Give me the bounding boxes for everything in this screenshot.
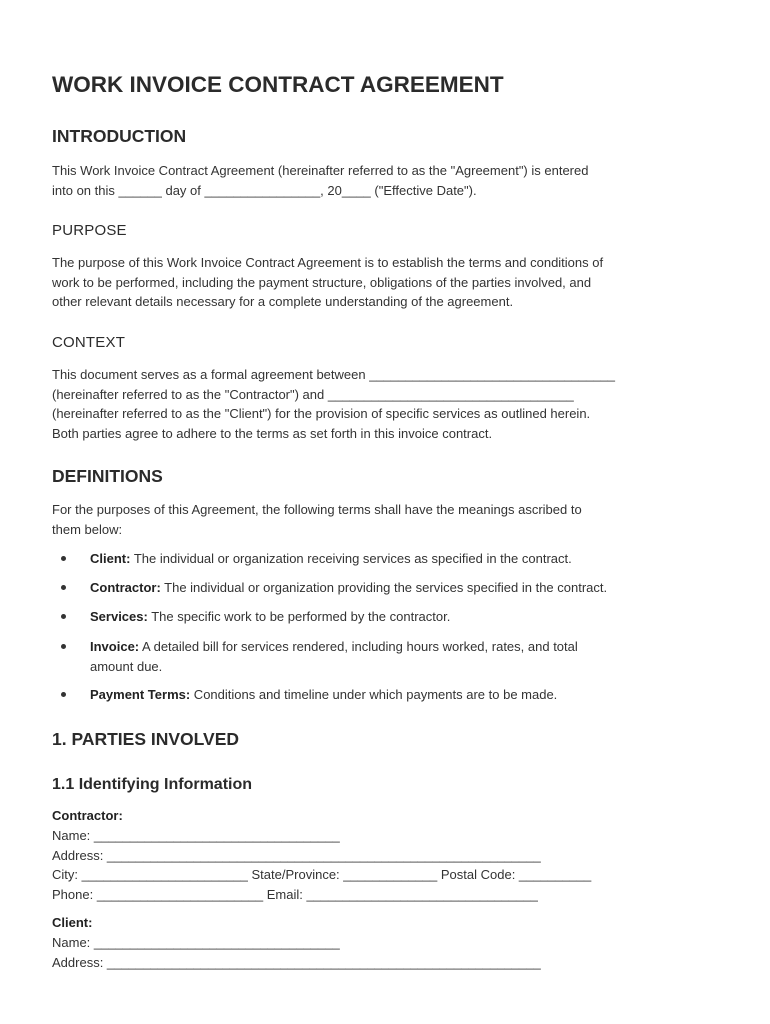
definitions-list — [52, 549, 732, 709]
definition-term: Contractor: — [90, 580, 161, 595]
definitions-heading: DEFINITIONS — [52, 466, 163, 486]
bullet-icon — [61, 692, 66, 697]
definition-term: Client: — [90, 551, 131, 566]
contractor-name-field[interactable]: Name: __________________________________ — [52, 828, 340, 843]
definitions-intro — [52, 500, 582, 539]
purpose-line: The purpose of this Work Invoice Contract Agreement is to establish the terms and conditions of — [52, 255, 604, 270]
definition-text: Conditions and timeline under which payments are to be made. — [190, 687, 558, 702]
definition-term: Services: — [90, 609, 148, 624]
contractor-city-field[interactable]: City: _______________________ State/Province: _____________ Postal Code: __________ — [52, 867, 592, 883]
client-address-field[interactable]: Address: ____________________________________________________________ — [52, 954, 541, 970]
contractor-address-field[interactable]: Address: ____________________________________________________________ — [52, 847, 541, 863]
context-line: (hereinafter referred to as the "Client") for the provision of specific services as outlined herein. — [52, 406, 591, 422]
definition-text: A detailed bill for services rendered, including hours worked, rates, and total — [139, 639, 578, 654]
definitions-intro-line: them below: — [52, 521, 123, 537]
context-line: (hereinafter referred to as the "Contractor") and __________________________________ — [52, 386, 574, 402]
definition-text-continued: amount due. — [90, 658, 163, 674]
definition-term: Payment Terms: — [90, 687, 191, 702]
bullet-icon — [61, 614, 66, 619]
context-line: This document serves as a formal agreement between __________________________________ — [52, 367, 616, 382]
introduction-line: into on this ______ day of ________________, 20____ ("Effective Date"). — [52, 182, 477, 198]
purpose-line: work to be performed, including the payment structure, obligations of the parties involved, and — [52, 274, 592, 290]
client-fields — [52, 933, 541, 972]
contractor-fields — [52, 826, 591, 904]
client-name-field[interactable]: Name: __________________________________ — [52, 935, 340, 950]
purpose-paragraph — [52, 253, 603, 312]
context-heading: CONTEXT — [52, 334, 126, 351]
purpose-heading: PURPOSE — [52, 222, 127, 239]
definition-term: Invoice: — [90, 639, 140, 654]
definition-text: The individual or organization receiving services as specified in the contract. — [130, 551, 572, 566]
bullet-icon — [61, 556, 66, 561]
contractor-phone-field[interactable]: Phone: _______________________ Email: ________________________________ — [52, 886, 538, 902]
introduction-paragraph — [52, 161, 588, 200]
identifying-info-heading: 1.1 Identifying Information — [52, 776, 253, 793]
definitions-intro-line: For the purposes of this Agreement, the following terms shall have the meanings ascribed to — [52, 502, 582, 517]
client-label: Client: — [52, 915, 93, 930]
introduction-heading: INTRODUCTION — [52, 126, 187, 146]
purpose-line: other relevant details necessary for a complete understanding of the agreement. — [52, 294, 514, 310]
parties-heading: 1. PARTIES INVOLVED — [52, 729, 240, 749]
document-title: WORK INVOICE CONTRACT AGREEMENT — [52, 72, 504, 97]
context-paragraph — [52, 365, 615, 443]
introduction-line: This Work Invoice Contract Agreement (hereinafter referred to as the "Agreement") is entered — [52, 163, 589, 178]
bullet-icon — [61, 585, 66, 590]
contractor-label: Contractor: — [52, 808, 123, 823]
bullet-icon — [61, 644, 66, 649]
definition-text: The specific work to be performed by the contractor. — [147, 609, 451, 624]
definition-text: The individual or organization providing the services specified in the contract. — [160, 580, 608, 595]
context-line: Both parties agree to adhere to the terms as set forth in this invoice contract. — [52, 425, 493, 441]
